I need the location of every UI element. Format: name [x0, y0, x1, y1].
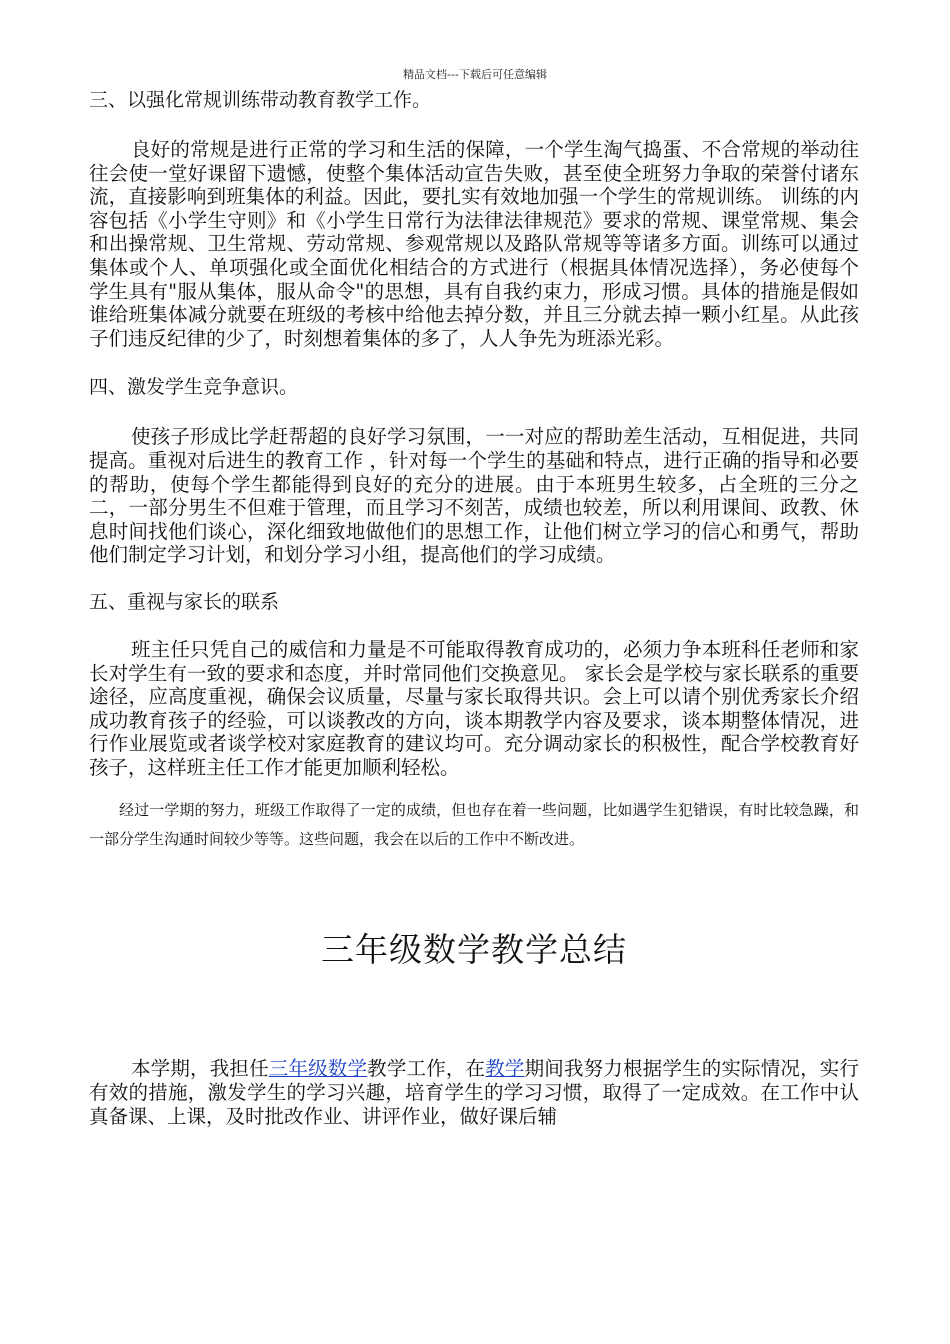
intro-text-3: 期间我努力根据学生的实际情况，实行有效的措施，激发学生的学习兴趣，培育学生的学习习惯，取得了一定成效。在工作中认真备课、上课，及时批改作业、讲评作业，做好课后辅 [89, 1057, 859, 1128]
section-heading-3: 三、以强化常规训练带动教育教学工作。 [89, 89, 432, 111]
intro-text-2: 教学工作，在 [367, 1057, 486, 1081]
header-watermark: 精品文档---下载后可任意编辑 [403, 68, 547, 81]
intro-paragraph [89, 1057, 859, 1128]
document-page [89, 86, 859, 1128]
link-grade3-math[interactable]: 三年级数学 [268, 1057, 368, 1081]
intro-text-1: 本学期，我担任 [131, 1057, 269, 1081]
closing-paragraph: 经过一学期的努力，班级工作取得了一定的成绩，但也存在着一些问题，比如遇学生犯错误，有时比较急躁，和一部分学生沟通时间较少等等。这些问题，我会在以后的工作中不断改进。 [89, 801, 859, 849]
section-body-4: 使孩子形成比学赶帮超的良好学习氛围，一一对应的帮助差生活动，互相促进，共同提高。重视对后进生的教育工作 ，针对每一个学生的基础和特点，进行正确的指导和必要的帮助，使每个学生都能得到良好的充分的进展。由于本班男生较多，占全班的三分之二，一部分男生不但难于管理，而且学习不刻苦，成绩也较差，所以利用课间、政教、休息时间找他们谈心，深化细致地做他们的思想工作，让他们树立学习的信心和勇气，帮助他们制定学习计划，和划分学习小组，提高他们的学习成绩。 [89, 425, 859, 567]
section-body-3: 良好的常规是进行正常的学习和生活的保障，一个学生淘气捣蛋、不合常规的举动往往会使一堂好课留下遗憾，使整个集体活动宣告失败，甚至使全班努力争取的荣誉付诸东流，直接影响到班集体的利益。因此，要扎实有效地加强一个学生的常规训练。 训练的内容包括《小学生守则》和《小学生日常行为法律法律规范》要求的常规、课堂常规、集会和出操常规、卫生常规、劳动常规、参观常规以及路队常规等等诸多方面。训练可以通过集体或个人、单项强化或全面优化相结合的方式进行（根据具体情况选择），务必使每个学生具有"服从集体，服从命令"的思想，具有自我约束力，形成习惯。具体的措施是假如谁给班集体减分就要在班级的考核中给他去掉分数，并且三分就去掉一颗小红星。从此孩子们违反纪律的少了，时刻想着集体的多了，人人争先为班添光彩。 [89, 138, 859, 350]
link-teaching[interactable]: 教学 [485, 1057, 525, 1081]
section-body-5: 班主任只凭自己的威信和力量是不可能取得教育成功的，必须力争本班科任老师和家长对学生有一致的要求和态度，并时常同他们交换意见。 家长会是学校与家长联系的重要途径，应高度重视，确保会议质量，尽量与家长取得共识。会上可以请个别优秀家长介绍成功教育孩子的经验，可以谈教改的方向，谈本期教学内容及要求，谈本期整体情况，进行作业展览或者谈学校对家庭教育的建议均可。充分调动家长的积极性，配合学校教育好孩子，这样班主任工作才能更加顺利轻松。 [89, 637, 859, 779]
section-heading-4: 四、激发学生竞争意识。 [89, 376, 299, 399]
section-heading-5: 五、重视与家长的联系 [89, 590, 280, 613]
document-title: 三年级数学教学总结 [321, 930, 627, 970]
